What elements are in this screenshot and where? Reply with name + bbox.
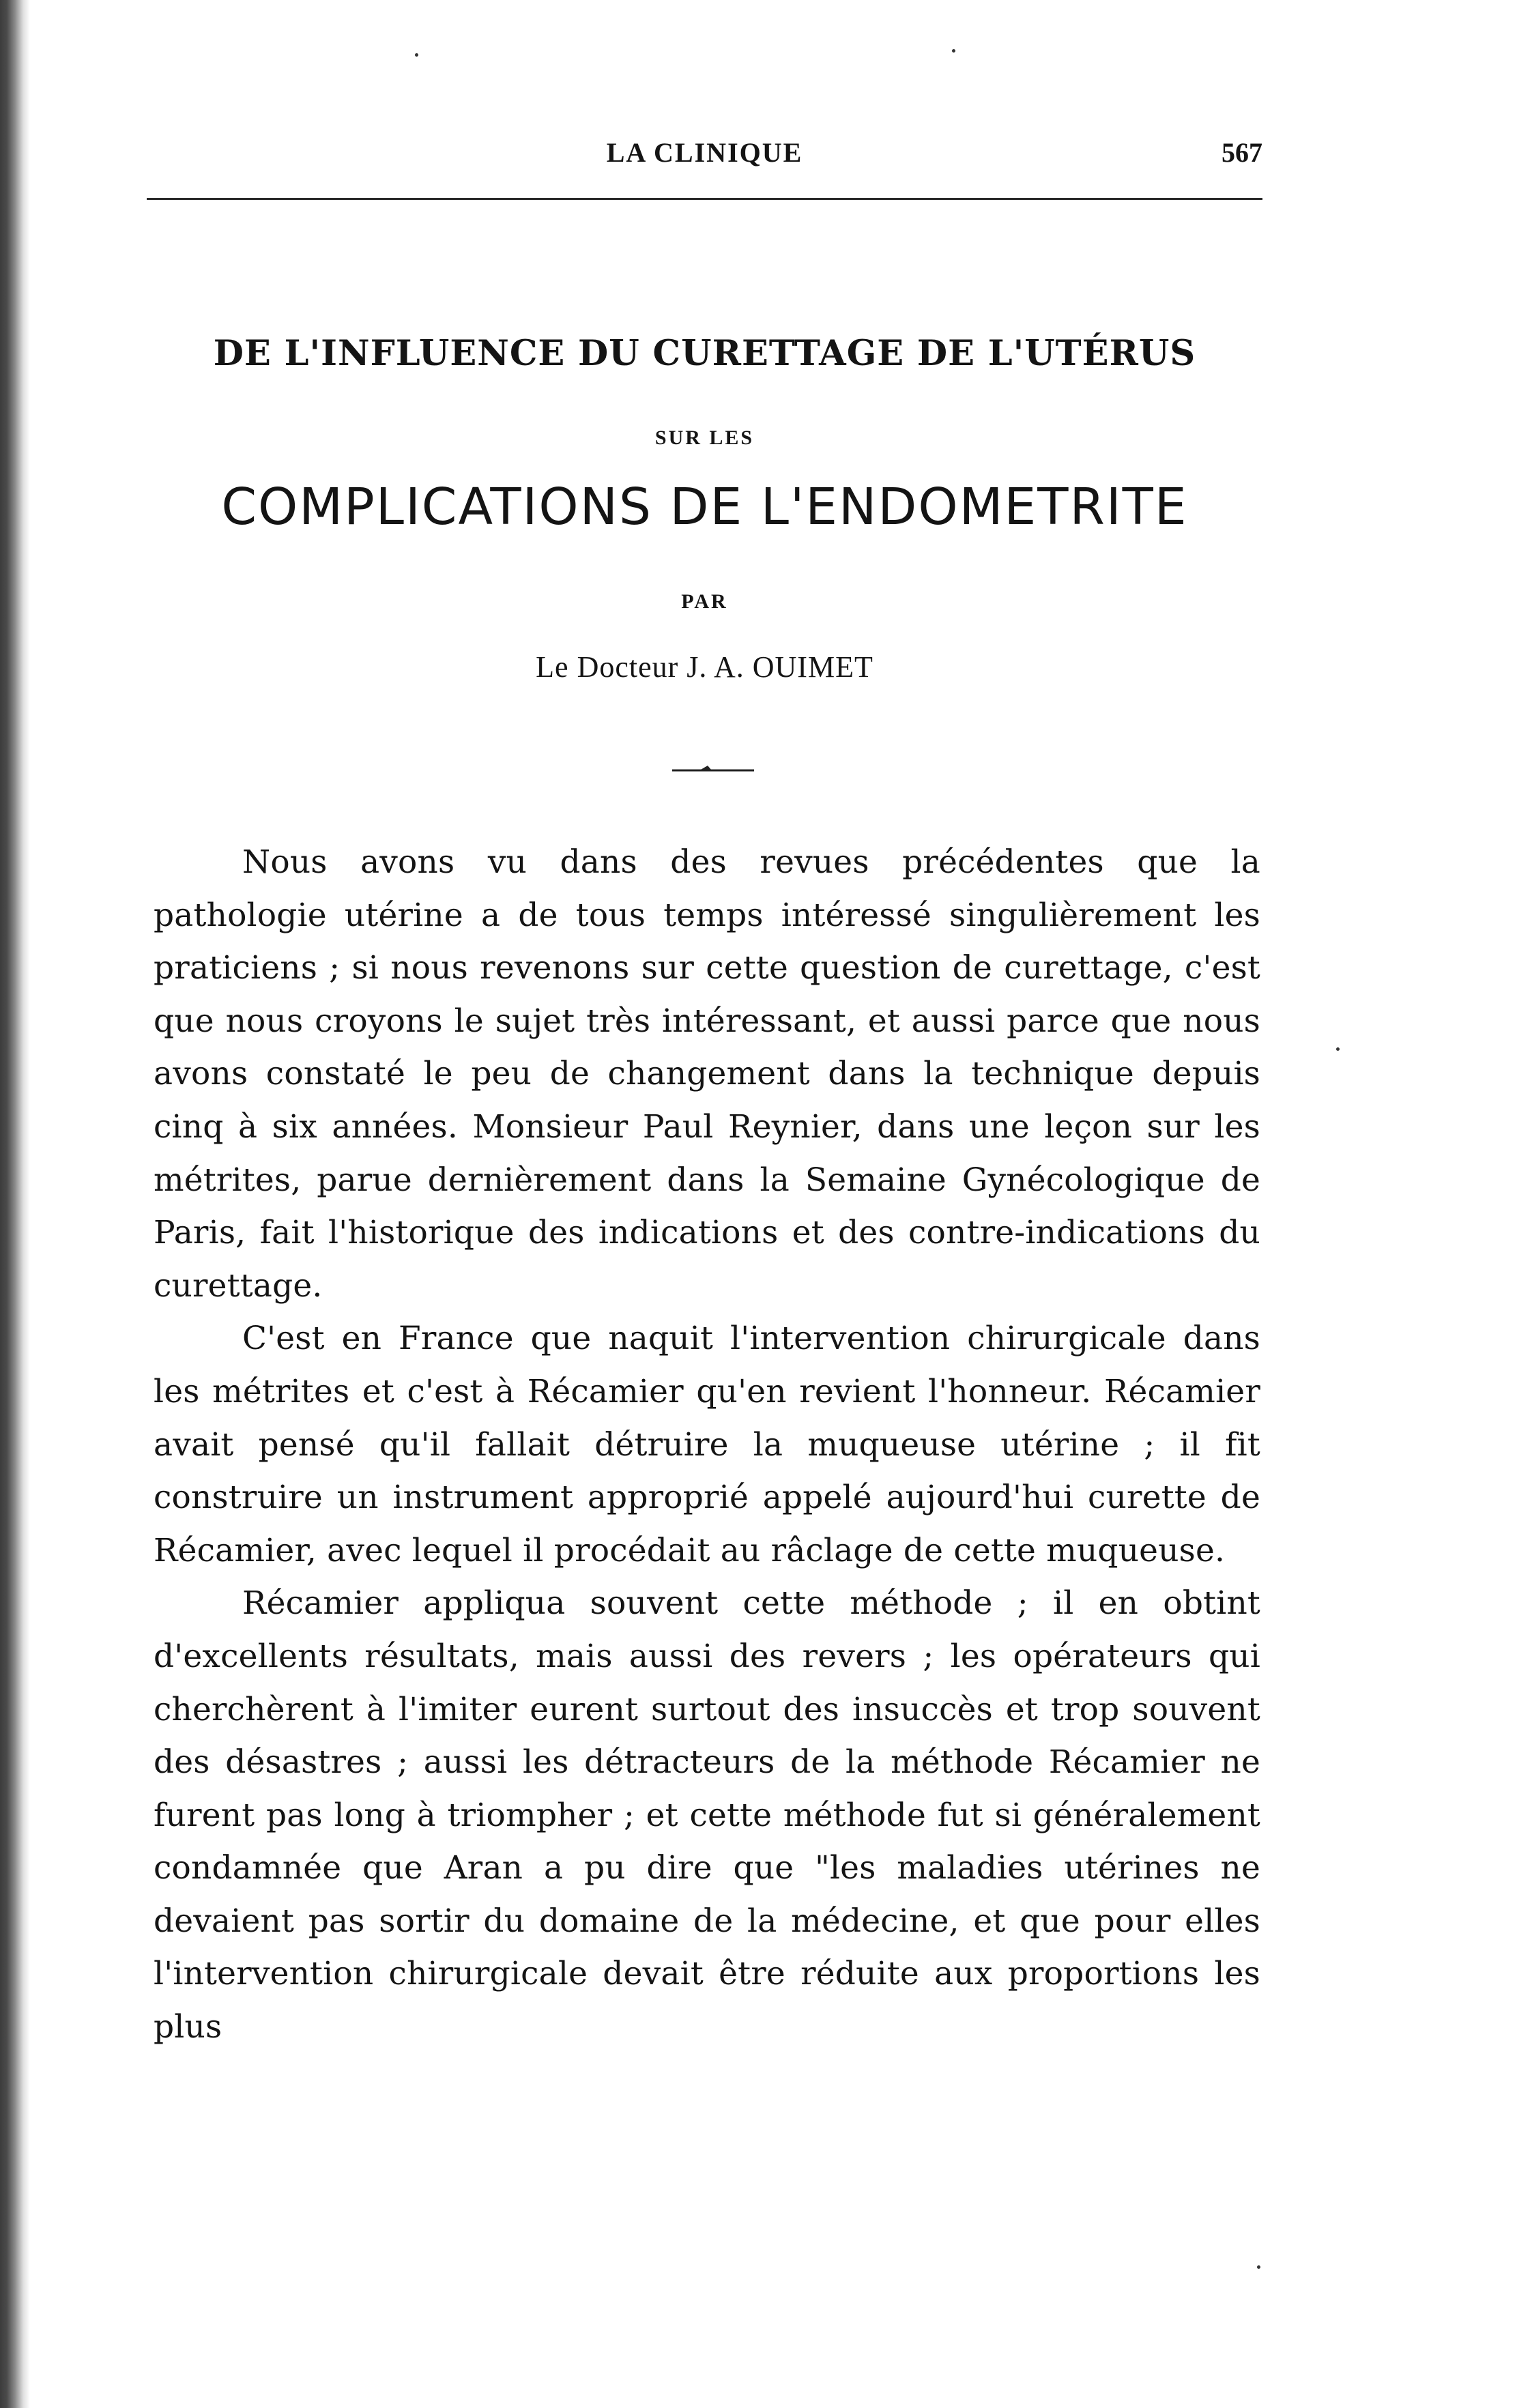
paragraph-2: C'est en France que naquit l'intervention chirurgicale dans les métrites et c'est à Récamier qu'en revient l'honneur. Récamier avait pensé qu'il fallait détruire la muqueuse utérine ; il fit construire un instrument approprié appelé aujourd'hui curette de Récamier, avec lequel il procédait au râclage de cette muqueuse. <box>154 1320 1260 1569</box>
running-title: LA CLINIQUE <box>606 137 803 168</box>
scan-speck <box>1336 1047 1340 1051</box>
title-connector: SUR LES <box>654 426 755 449</box>
paragraph-3: Récamier appliqua souvent cette méthode ; il en obtint d'excellents résultats, mais aussi des revers ; les opérateurs qui cherchèrent à l'imiter eurent surtout des insuccès et trop souvent des désastres ; aussi les détracteurs de la méthode Récamier ne furent pas long à triompher ; et cette méthode fut si généralement condamnée que Aran a pu dire que "les maladies utérines ne devaient pas sortir du domaine de la médecine, et que pour elles l'intervention chirurgicale devait être réduite aux proportions les plus <box>154 1584 1260 2046</box>
page-number: 567 <box>1222 137 1262 168</box>
scan-speck <box>1257 2265 1260 2269</box>
article-title: DE L'INFLUENCE DU CURETTAGE DE L'UTÉRUS <box>213 333 1196 374</box>
header-rule <box>147 198 1262 200</box>
scan-speck <box>952 49 955 53</box>
scan-edge <box>0 0 30 2408</box>
article-body <box>154 836 1260 2054</box>
ornament-divider <box>672 764 754 772</box>
paragraph-1: Nous avons vu dans des revues précédentes que la pathologie utérine a de tous temps intéressé singulièrement les praticiens ; si nous revenons sur cette question de curettage, c'est que nous croyons le sujet très intéressant, et aussi parce que nous avons constaté le peu de changement dans la technique depuis cinq à six années. Monsieur Paul Reynier, dans une leçon sur les métrites, parue dernièrement dans la Semaine Gynécologique de Paris, fait l'historique des indications et des contre-indications du curettage. <box>154 843 1260 1305</box>
running-head <box>147 130 1262 177</box>
article-subtitle: COMPLICATIONS DE L'ENDOMETRITE <box>221 478 1188 536</box>
scan-speck <box>415 53 418 57</box>
by-label: PAR <box>681 590 728 613</box>
author-line: Le Docteur J. A. OUIMET <box>536 650 873 684</box>
